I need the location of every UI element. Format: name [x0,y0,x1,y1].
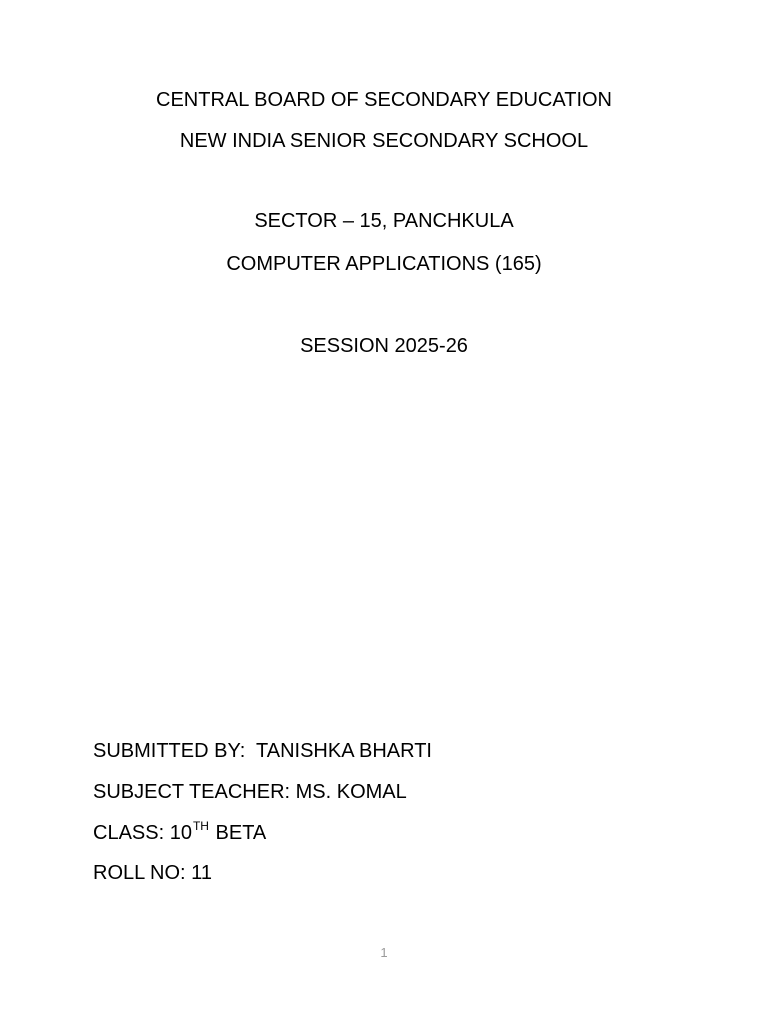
session-label: SESSION 2025-26 [300,335,468,357]
subject-teacher-line: SUBJECT TEACHER: MS. KOMAL [93,781,407,803]
class-prefix: CLASS: 10 [93,822,192,844]
class-suffix: BETA [209,822,267,844]
subject-title: COMPUTER APPLICATIONS (165) [226,253,542,275]
submitted-by-line: SUBMITTED BY: TANISHKA BHARTI [93,740,432,762]
board-name: CENTRAL BOARD OF SECONDARY EDUCATION [156,89,612,111]
class-line [93,819,267,844]
class-superscript: TH [192,819,209,833]
school-location: SECTOR – 15, PANCHKULA [254,210,514,232]
school-name: NEW INDIA SENIOR SECONDARY SCHOOL [179,130,589,152]
page-number: 1 [380,945,388,960]
roll-number-line: ROLL NO: 11 [93,862,212,884]
